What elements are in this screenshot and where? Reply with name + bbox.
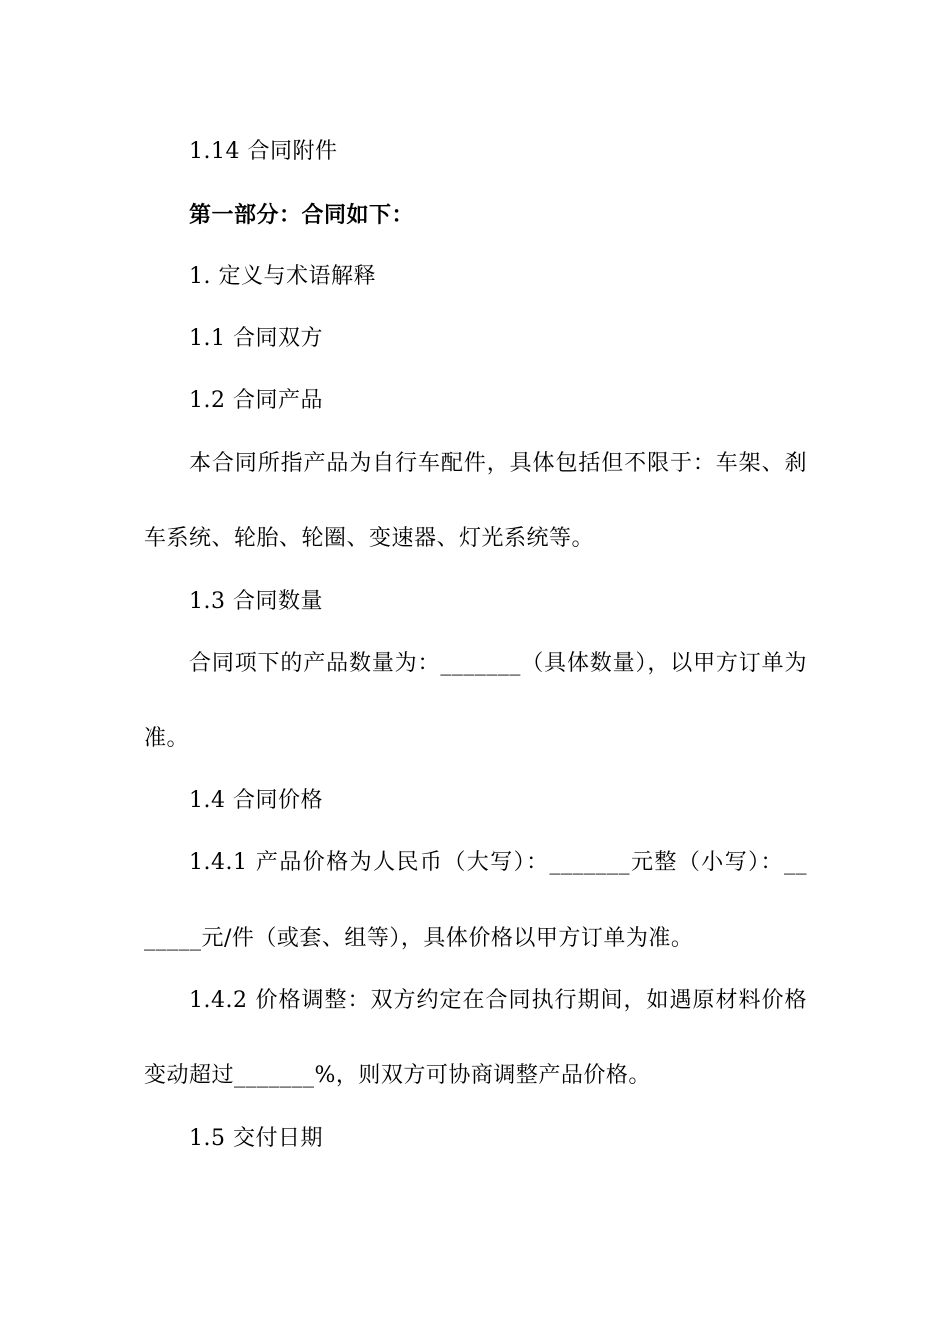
heading-contract-attachments: 1.14 合同附件 [189, 139, 338, 164]
paragraph-quantity-line-2: 准。 [144, 726, 190, 751]
heading-delivery-date: 1.5 交付日期 [189, 1126, 323, 1151]
heading-contract-parties: 1.1 合同双方 [189, 326, 323, 351]
heading-contract-quantity: 1.3 合同数量 [189, 589, 323, 614]
paragraph-products-line-2: 车系统、轮胎、轮圈、变速器、灯光系统等。 [144, 526, 595, 551]
paragraph-price-adjustment-line-1: 1.4.2 价格调整：双方约定在合同执行期间，如遇原材料价格 [189, 988, 807, 1013]
paragraph-quantity-line-1: 合同项下的产品数量为：_______（具体数量），以甲方订单为 [189, 651, 807, 676]
heading-contract-products: 1.2 合同产品 [189, 388, 323, 413]
paragraph-price-line-1: 1.4.1 产品价格为人民币（大写）：_______元整（小写）：__ [189, 850, 807, 875]
paragraph-price-adjustment-line-2: 变动超过_______%，则双方可协商调整产品价格。 [144, 1063, 651, 1088]
heading-definitions: 1. 定义与术语解释 [189, 264, 376, 289]
paragraph-price-line-2: _____元/件（或套、组等），具体价格以甲方订单为准。 [144, 926, 694, 951]
heading-contract-price: 1.4 合同价格 [189, 788, 323, 813]
paragraph-products-line-1: 本合同所指产品为自行车配件，具体包括但不限于：车架、刹 [189, 451, 807, 476]
section-heading-part-one: 第一部分：合同如下： [189, 202, 415, 228]
